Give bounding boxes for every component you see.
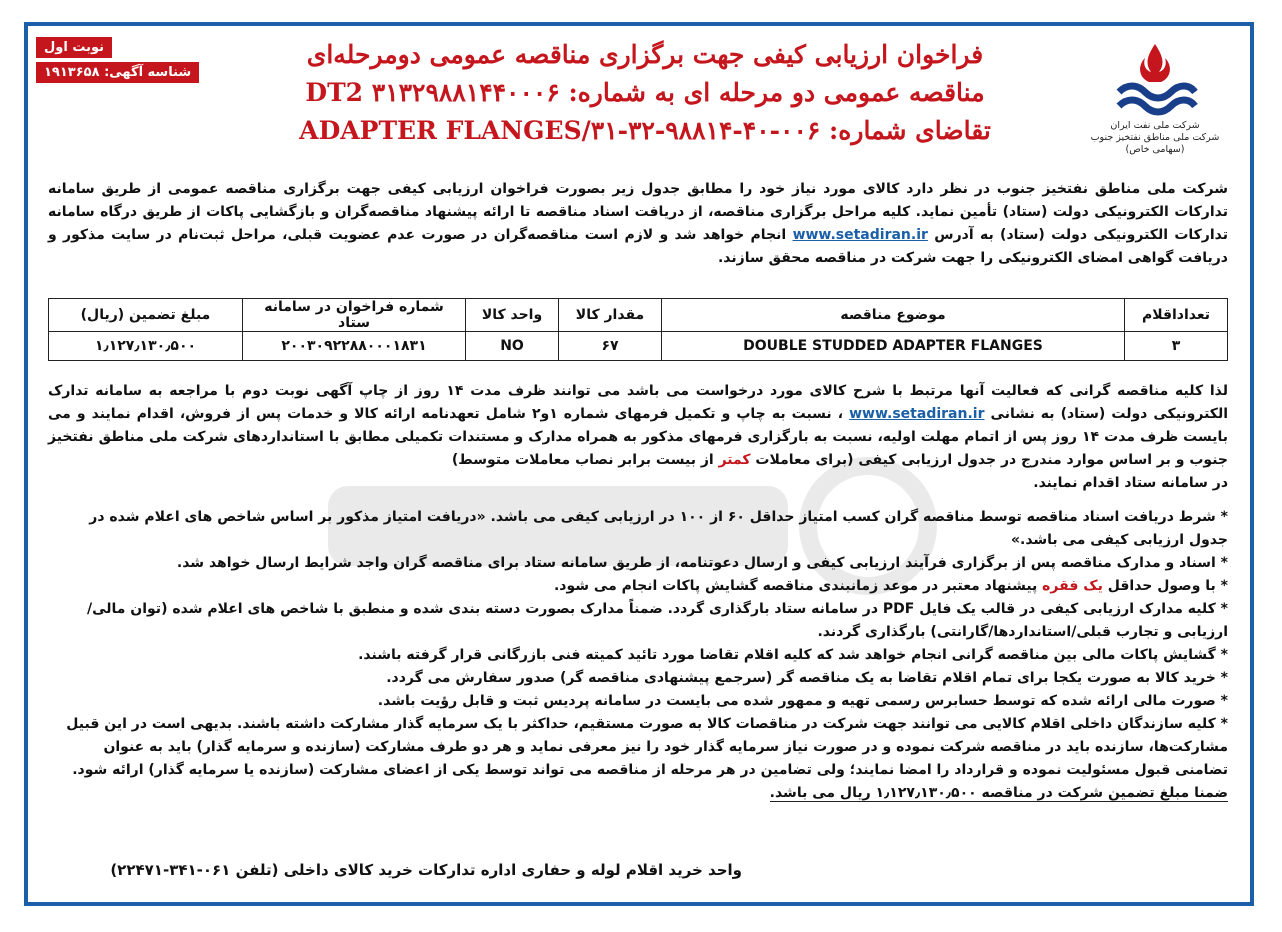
body-text-d: در سامانه ستاد اقدام نمایند. (1033, 475, 1228, 491)
list-item: * خرید کالا به صورت یکجا برای تمام اقلام تقاضا به یک مناقصه گر (سرجمع پیشنهادی مناقصه گر) صدور سفارش می گردد. (386, 670, 1228, 686)
col-unit: واحد کالا (466, 299, 559, 332)
nioc-flame-icon (1109, 40, 1201, 120)
cell-unit: NO (466, 332, 559, 361)
conditions-list (48, 506, 1228, 805)
col-count: تعداداقلام (1125, 299, 1228, 332)
logo-line-2: شرکت ملی مناطق نفتخیز جنوب (1090, 132, 1220, 143)
intro-paragraph (48, 178, 1228, 270)
body-red-word: کمتر (718, 452, 751, 468)
bullet-3-a: * با وصول حداقل (1107, 578, 1228, 594)
col-subject: موضوع مناقصه (662, 299, 1125, 332)
bullet-3-red: یک فقره (1042, 578, 1103, 594)
footer-contact: واحد خرید اقلام لوله و حفاری اداره تدارکات خرید کالای داخلی (تلفن ۰۶۱-۳۴۱-۲۲۴۷۱) (110, 861, 742, 879)
title-block (245, 36, 1045, 150)
cell-call-number: ۲۰۰۳۰۹۲۲۸۸۰۰۰۱۸۳۱ (243, 332, 466, 361)
cell-subject: DOUBLE STUDDED ADAPTER FLANGES (662, 332, 1125, 361)
logo-line-3: (سهامی خاص) (1125, 144, 1185, 155)
ad-id-badge: شناسه آگهی: ۱۹۱۳۶۵۸ (36, 62, 199, 83)
intro-text-b: انجام خواهد شد و لازم است مناقصه‌گران در صورت عدم عضویت قبلی، مراحل ثبت‌نام در سایت مذکور و دریافت گواهی امضای الکترونیکی را جهت شرکت در مناقصه محقق سازند. (48, 227, 1228, 266)
header (28, 26, 1250, 176)
page-title: فراخوان ارزیابی کیفی جهت برگزاری مناقصه عمومی دومرحله‌ای (306, 40, 984, 69)
setad-link[interactable]: www.setadiran.ir (792, 227, 928, 243)
setad-link-2[interactable]: www.setadiran.ir (849, 406, 985, 422)
badge-group (36, 36, 199, 87)
col-guarantee: مبلغ تضمین (ریال) (49, 299, 243, 332)
cell-quantity: ۶۷ (559, 332, 662, 361)
col-quantity: مقدار کالا (559, 299, 662, 332)
table-row (49, 332, 1228, 361)
guarantee-note: ضمنا مبلغ تضمین شرکت در مناقصه ۱٫۱۲۷٫۱۳۰٫۵۰۰ ریال می باشد. (769, 785, 1228, 801)
bullet-3-b: پیشنهاد معتبر در موعد زمانبندی مناقصه گشایش پاکات انجام می شود. (553, 578, 1038, 594)
request-number: تقاضای شماره: ۰۰۶-۴۰-۹۸۸۱۴-۳۲-۳۱/ADAPTER FLANGES (299, 116, 991, 145)
body-text-a: لذا کلیه مناقصه گرانی که فعالیت آنها مرتبط با شرح کالای مورد درخواست می باشد می توانند ظرف مدت ۱۴ روز از چاپ آگهی نوبت دوم با مراجعه به سامانه تدارک الکترونیکی دولت (ستاد) به نشانی (48, 383, 1229, 422)
tender-number: مناقصه عمومی دو مرحله ای به شماره: DT2 ۳۱۳۲۹۸۸۱۴۴۰۰۰۶ (305, 78, 985, 107)
list-item (48, 782, 1228, 805)
advertisement-frame (24, 22, 1254, 906)
body-text-b: ، نسبت به چاپ و تکمیل فرمهای شماره ۱و۲ شامل تعهدنامه ارائه کالا و خدمات پس از فروش، اقدام نمایند و می بایست ظرف مدت ۱۴ روز پس از اتمام مهلت اولیه، نسبت به بارگزاری فرمهای مذکور به همراه مدارک و مستندات تکمیلی مطابق با استانداردهای شرکت ملی مناطق نفتخیز جنوب و بر اساس موارد مندرج در جدول ارزیابی کیفی (برای معاملات (48, 406, 1228, 468)
col-call-number: شماره فراخوان در سامانه ستاد (243, 299, 466, 332)
list-item: * اسناد و مدارک مناقصه پس از برگزاری فرآیند ارزیابی کیفی و ارسال دعوتنامه، از طریق سامانه ستاد برای مناقصه گران واجد شرایط ارسال خواهد شد. (176, 555, 1228, 571)
cell-count: ۳ (1125, 332, 1228, 361)
list-item (48, 575, 1228, 598)
body-text-c: از بیست برابر نصاب معاملات متوسط) (451, 452, 714, 468)
company-logo (1080, 40, 1230, 156)
list-item: * کلیه سازندگان داخلی اقلام کالایی می توانند جهت شرکت در مناقصات کالا به صورت مستقیم، حداکثر با یک سرمایه گذار مشارکت داشته باشند. بدیهی است در این قبیل مشارکت‌ها، سازنده باید در مناقصه شرکت نموده و در صورت نیاز سرمایه گذار خود را نیز معرفی نماید و هر دو طرف مشارکت (سازنده و سرمایه گذار) باید به عنوان تضامنی قبول مسئولیت نموده و قرارداد را امضا نمایند؛ ولی تضامین در هر مرحله از مناقصه می تواند توسط یکی از اعضای مشارکت (سازنده یا سرمایه گذار) ارائه شود. (66, 716, 1228, 778)
list-item: * صورت مالی ارائه شده که توسط حسابرس رسمی تهیه و ممهور شده می بایست در سامانه پردیس ثبت و قابل رؤیت باشد. (377, 693, 1228, 709)
logo-line-1: شرکت ملی نفت ایران (1110, 120, 1200, 131)
items-table (48, 298, 1228, 361)
list-item: * کلیه مدارک ارزیابی کیفی در قالب یک فایل PDF در سامانه ستاد بارگذاری گردد. ضمناً مدارک بصورت دسته بندی شده و منطبق با شاخص های اعلام شده (توان مالی/ارزیابی و تجارب قبلی/استانداردها/گارانتی) بارگذاری گردند. (86, 601, 1228, 640)
table-header-row (49, 299, 1228, 332)
list-item: * شرط دریافت اسناد مناقصه توسط مناقصه گران کسب امتیاز حداقل ۶۰ از ۱۰۰ در ارزیابی کیفی می باشد. «دریافت امتیاز مذکور بر اساس شاخص های اعلام شده در جدول ارزیابی کیفی می باشد.» (89, 509, 1228, 548)
round-badge: نوبت اول (36, 37, 112, 58)
cell-guarantee: ۱٫۱۲۷٫۱۳۰٫۵۰۰ (49, 332, 243, 361)
body-paragraph (48, 380, 1228, 495)
intro-text-a: شرکت ملی مناطق نفتخیز جنوب در نظر دارد کالای مورد نیاز خود را مطابق جدول زیر بصورت فراخوان ارزیابی کیفی جهت برگزاری مناقصه عمومی از طریق سامانه تدارکات الکترونیکی دولت (ستاد) تأمین نماید. کلیه مراحل برگزاری مناقصه، از دریافت اسناد مناقصه تا ارائه پیشنهاد مناقصه‌گران و بازگشایی پاکات از طریق درگاه سامانه تدارکات الکترونیکی دولت (ستاد) به آدرس (48, 181, 1229, 243)
list-item: * گشایش پاکات مالی بین مناقصه گرانی انجام خواهد شد که کلیه اقلام تقاضا مورد تائید کمیته فنی بازرگانی قرار گرفته باشند. (358, 647, 1228, 663)
